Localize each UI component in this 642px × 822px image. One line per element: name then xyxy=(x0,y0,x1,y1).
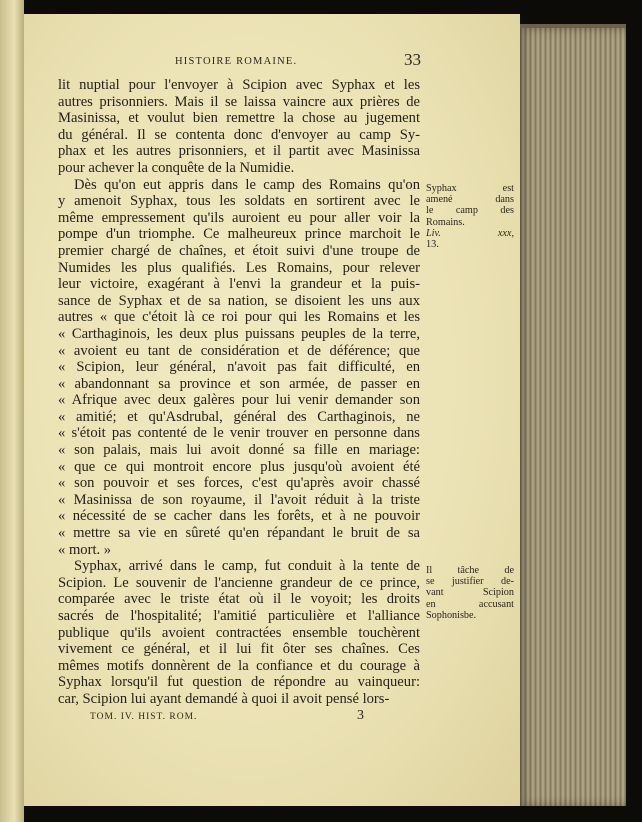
text-line: car, Scipion lui ayant demandé à quoi il avoit pensé lors- xyxy=(58,690,390,707)
margin-note-line: Romains. xyxy=(426,216,465,228)
text-line: autres prisonniers. Mais il se laissa vaincre aux prières de xyxy=(58,93,420,110)
margin-note-line: Liv. xxx, xyxy=(426,227,514,239)
text-line: vivement ce général, et il lui fit ôter ses chaînes. Ces xyxy=(58,641,420,658)
text-line: Syphax, arrivé dans le camp, fut conduit à la tente de xyxy=(74,558,420,575)
text-line: « Afrique avec deux galères pour lui venir demander son xyxy=(58,392,420,409)
text-line: « nécessité de se cacher dans les forêts, et à ne pouvoir xyxy=(58,508,420,525)
text-line: Masinissa, et voulut bien remettre la chose au jugement xyxy=(58,110,420,127)
text-line: « Masinissa de son royaume, il l'avoit réduit à la triste xyxy=(58,491,420,508)
text-line: du général. Il se contenta donc d'envoyer au camp Sy- xyxy=(58,126,420,143)
margin-note-line: Il tâche de xyxy=(426,565,514,576)
text-line: comparée avec le triste état où il le voyoit; les droits xyxy=(58,591,420,608)
margin-note-line: le camp des xyxy=(426,205,514,217)
text-line: « Carthaginois, les deux plus puissans peuples de la terre, xyxy=(58,325,420,342)
body-text xyxy=(58,77,420,708)
text-line: sance de Syphax et de sa nation, se disoient les uns aux xyxy=(58,292,420,309)
left-page-edge xyxy=(0,0,24,822)
text-line: « amitié; et qu'Asdrubal, général des Carthaginois, ne xyxy=(58,408,420,425)
text-line: « mettre sa vie en sûreté qu'en répandant le bruit de sa xyxy=(58,525,420,542)
running-title: HISTOIRE ROMAINE. xyxy=(175,56,298,67)
margin-note-syphax-brought xyxy=(426,183,514,250)
text-line: Numides les plus qualifiés. Les Romains, pour relever xyxy=(58,259,420,276)
text-line: Scipion. Le souvenir de l'ancienne grandeur de ce prince, xyxy=(58,574,420,591)
text-line: lit nuptial pour l'envoyer à Scipion avec Syphax et les xyxy=(58,77,420,93)
text-line: pompe d'un triomphe. Ce malheureux prince marchoit le xyxy=(58,226,420,243)
margin-note-line: amené dans xyxy=(426,194,514,206)
text-line: y amenoit Syphax, tous les soldats en sortirent avec le xyxy=(58,193,420,210)
margin-note-justification xyxy=(426,565,514,621)
text-line: « son pouvoir et ses forces, c'est qu'après avoir chassé xyxy=(58,475,420,492)
margin-note-line: vant Scipion xyxy=(426,587,514,599)
footer-signature-title: TOM. IV. HIST. ROM. xyxy=(90,712,198,722)
text-line: Syphax lorsqu'il fut question de répondre au vainqueur: xyxy=(58,674,420,691)
text-line: pour achever la conquête de la Numidie. xyxy=(58,159,295,176)
text-line: « mort. » xyxy=(58,541,112,558)
text-line: publique qu'ils avoient contractées ensemble touchèrent xyxy=(58,624,420,641)
margin-note-line: en accusant xyxy=(426,598,514,610)
text-line: phax et les autres prisonniers, et il partit avec Masinissa xyxy=(58,143,420,160)
text-line: leur victoire, exagérant à l'envi la grandeur et la puis- xyxy=(58,276,420,293)
text-line: « Scipion, leur général, n'avoit pas fait difficulté, en xyxy=(58,359,420,376)
page-block-edges xyxy=(516,28,626,806)
footer-signature-mark: 3 xyxy=(357,708,364,723)
text-line: « abandonnant sa province et son armée, de passer en xyxy=(58,375,420,392)
text-line: autres « que c'étoit là ce roi pour qui les Romains et les xyxy=(58,309,420,326)
margin-note-line: se justifier de- xyxy=(426,576,514,588)
margin-note-line: Syphax est xyxy=(426,183,514,194)
text-line: « son palais, mais lui avoit donné sa fille en mariage: xyxy=(58,442,420,459)
text-line: sacrés de l'hospitalité; l'amitié particulière et l'alliance xyxy=(58,608,420,624)
text-line: « s'étoit pas contenté de le venir trouver en personne dans xyxy=(58,425,420,442)
text-line: « que ce qui montroit encore plus jusqu'où avoient été xyxy=(58,458,420,475)
text-line: premier chargé de chaînes, et étoit suivi d'une troupe de xyxy=(58,242,420,259)
text-line: Dès qu'on eut appris dans le camp des Romains qu'on xyxy=(74,176,420,193)
text-line: mêmes motifs donnèrent de la confiance et du courage à xyxy=(58,657,420,674)
margin-note-line: Sophonisbe. xyxy=(426,609,477,621)
text-line: « avoient eu tant de considération et de déférence; que xyxy=(58,342,420,359)
page-number: 33 xyxy=(404,50,421,69)
text-line: même empressement qu'ils auroient eu pour aller voir la xyxy=(58,209,420,226)
margin-note-line: 13. xyxy=(426,239,439,251)
